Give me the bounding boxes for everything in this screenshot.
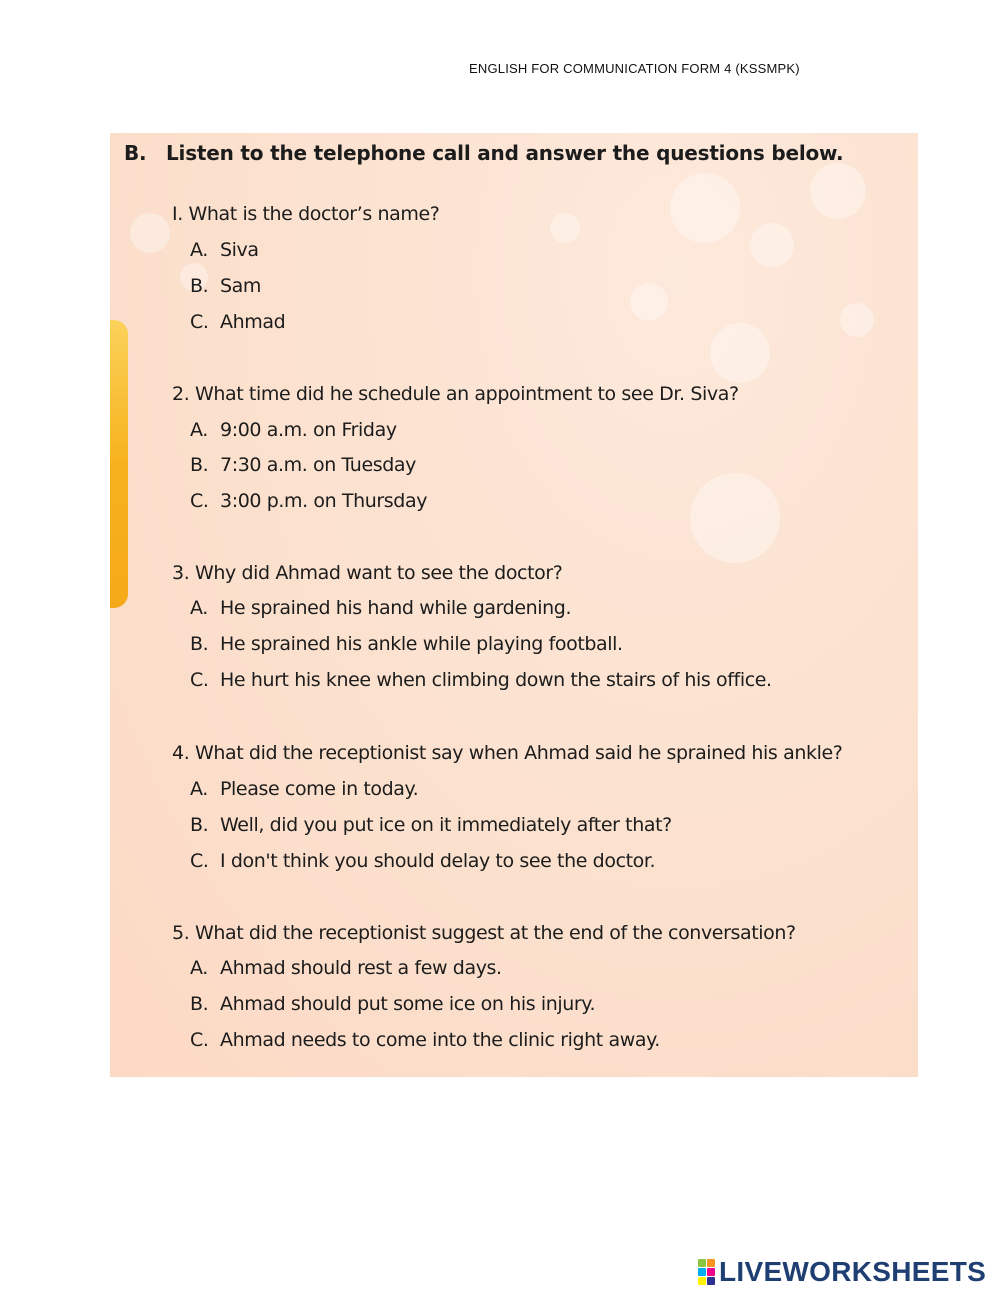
question-2-option-c [190,490,427,512]
liveworksheets-logo[interactable] [698,1256,986,1288]
document-header: ENGLISH FOR COMMUNICATION FORM 4 (KSSMPK) [469,61,800,76]
option-letter: C. [190,311,209,333]
question-2: 2. What time did he schedule an appointment to see Dr. Siva? [172,383,739,405]
logo-square [698,1277,706,1285]
option-letter: B. [190,454,209,476]
question-3-option-b [190,633,623,655]
question-3-option-a [190,597,571,619]
option-letter: A. [190,957,208,979]
option-letter: A. [190,597,208,619]
question-1-option-b [190,275,261,297]
question-5-option-a [190,957,502,979]
question-4-option-b [190,814,672,836]
question-4-option-a [190,778,418,800]
option-text: 9:00 a.m. on Friday [220,419,397,441]
option-letter: A. [190,239,208,261]
question-5: 5. What did the receptionist suggest at the end of the conversation? [172,922,796,944]
option-text: He sprained his ankle while playing football. [220,633,623,655]
logo-square [707,1277,715,1285]
question-2-option-b [190,454,416,476]
option-text: Please come in today. [220,778,419,800]
option-text: 7:30 a.m. on Tuesday [220,454,416,476]
question-3: 3. Why did Ahmad want to see the doctor? [172,562,563,584]
option-letter: A. [190,419,208,441]
option-text: He sprained his hand while gardening. [220,597,572,619]
question-2-option-a [190,419,397,441]
option-text: I don't think you should delay to see the doctor. [220,850,656,872]
option-text: Siva [220,239,259,261]
section-instruction-text: Listen to the telephone call and answer the questions below. [166,141,844,165]
logo-square [707,1259,715,1267]
question-4: 4. What did the receptionist say when Ahmad said he sprained his ankle? [172,742,843,764]
option-letter: B. [190,633,209,655]
option-letter: C. [190,490,209,512]
option-text: Ahmad needs to come into the clinic right away. [220,1029,660,1051]
option-letter: A. [190,778,208,800]
option-letter: C. [190,1029,209,1051]
option-text: Ahmad [220,311,286,333]
question-3-option-c [190,669,772,691]
option-text: 3:00 p.m. on Thursday [220,490,428,512]
side-tab-decoration [110,320,128,608]
option-letter: B. [190,814,209,836]
question-1-option-c [190,311,285,333]
question-4-option-c [190,850,655,872]
logo-square [698,1268,706,1276]
question-5-option-b [190,993,595,1015]
option-text: He hurt his knee when climbing down the stairs of his office. [220,669,772,691]
section-instruction [124,141,843,165]
option-text: Well, did you put ice on it immediately after that? [220,814,672,836]
liveworksheets-logo-text: LIVEWORKSHEETS [719,1256,987,1287]
logo-square [698,1259,706,1267]
question-1-option-a [190,239,259,261]
option-text: Ahmad should rest a few days. [220,957,502,979]
option-letter: B. [190,275,209,297]
option-text: Ahmad should put some ice on his injury. [220,993,596,1015]
option-text: Sam [220,275,262,297]
option-letter: C. [190,669,209,691]
question-1: I. What is the doctor’s name? [172,203,440,225]
option-letter: C. [190,850,209,872]
logo-square [707,1268,715,1276]
question-5-option-c [190,1029,660,1051]
section-letter: B. [124,141,147,165]
liveworksheets-logo-icon [698,1259,715,1285]
option-letter: B. [190,993,209,1015]
